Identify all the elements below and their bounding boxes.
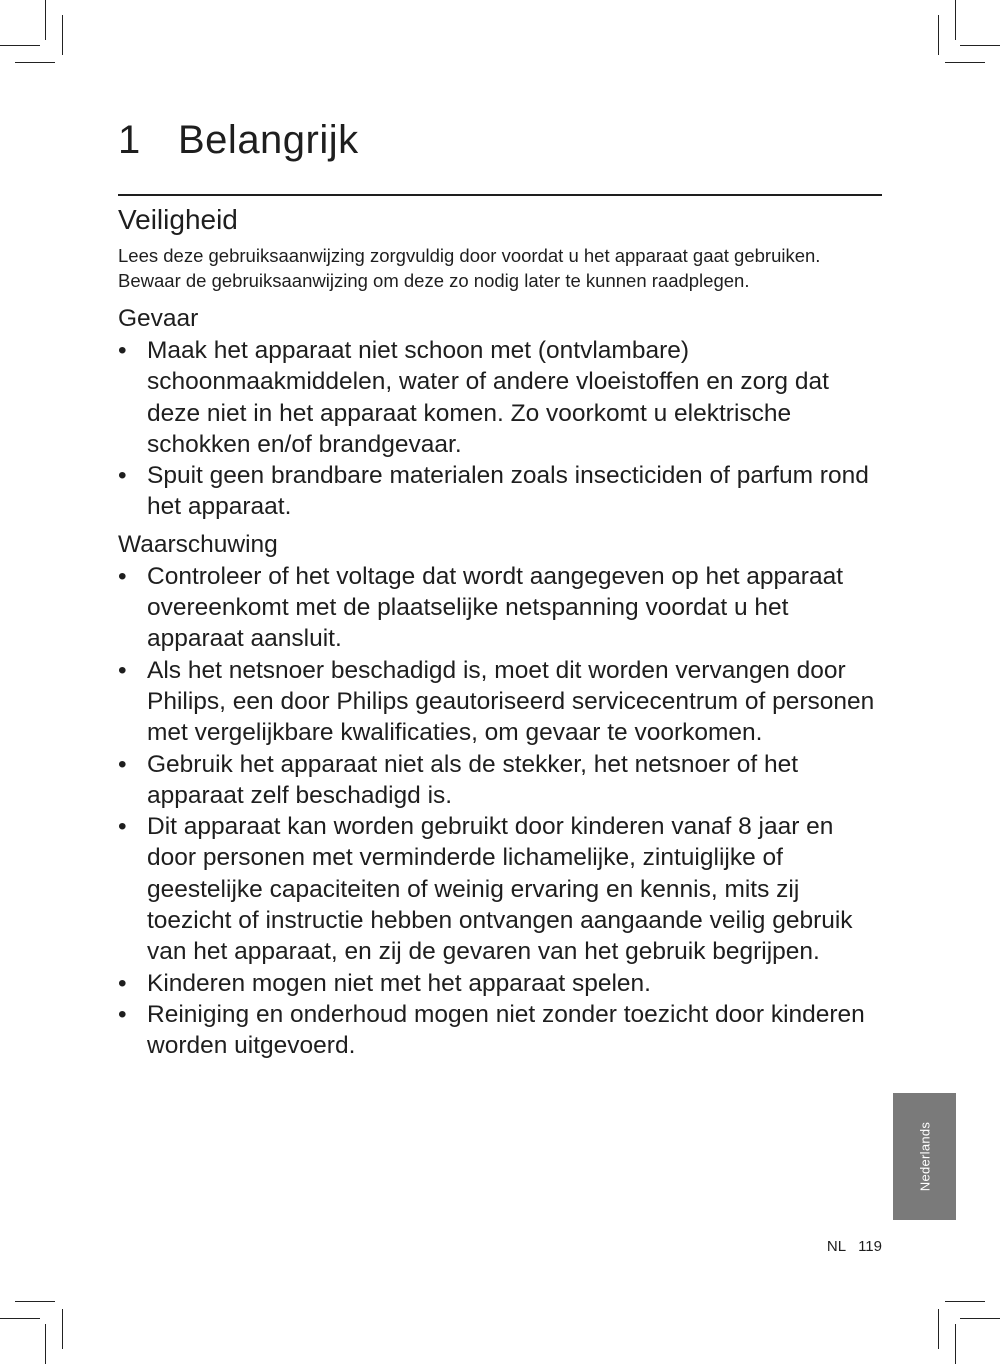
list-item bbox=[118, 749, 882, 812]
crop-mark bbox=[0, 1318, 40, 1319]
list-item-text: Als het netsnoer beschadigd is, moet dit worden vervangen door Philips, een door Philips geautoriseerd servicecentrum of personen met vergelijkbare kwalificaties, om gevaar te voorkomen. bbox=[147, 656, 875, 747]
list-item-text: Dit apparaat kan worden gebruikt door kinderen vanaf 8 jaar en door personen met verminderde lichamelijke, zintuiglijke of geestelijke capaciteiten of weinig ervaring en kennis, mits zij toezicht of instructie hebben ontvangen aangaande veilig gebruik van het apparaat, en zij de gevaren van het gebruik begrijpen. bbox=[147, 813, 853, 966]
crop-mark bbox=[15, 1301, 55, 1302]
intro-paragraph: Lees deze gebruiksaanwijzing zorgvuldig door voordat u het apparaat gaat gebruiken. Bewaar de gebruiksaanwijzing om deze zo nodig later te kunnen raadplegen. bbox=[118, 245, 821, 291]
list-item-text: Gebruik het apparaat niet als de stekker, het netsnoer of het apparaat zelf beschadigd is. bbox=[147, 750, 799, 809]
waarschuwing-heading: Waarschuwing bbox=[118, 530, 278, 558]
crop-mark bbox=[945, 62, 985, 63]
crop-mark bbox=[938, 1309, 939, 1349]
list-item bbox=[118, 811, 882, 967]
chapter-title: Belangrijk bbox=[178, 118, 359, 162]
waarschuwing-list bbox=[118, 561, 882, 1062]
chapter-number: 1 bbox=[118, 118, 141, 162]
crop-mark bbox=[0, 45, 40, 46]
list-item bbox=[118, 999, 882, 1062]
crop-mark bbox=[15, 62, 55, 63]
list-item-text: Spuit geen brandbare materialen zoals insecticiden of parfum rond het apparaat. bbox=[147, 462, 869, 521]
crop-mark bbox=[955, 1324, 956, 1364]
bullet-icon: • bbox=[118, 1000, 127, 1028]
language-tab-label: Nederlands bbox=[917, 1121, 932, 1192]
language-side-tab bbox=[893, 1093, 956, 1220]
list-item bbox=[118, 335, 882, 460]
bullet-icon: • bbox=[118, 462, 127, 490]
list-item bbox=[118, 460, 882, 523]
bullet-icon: • bbox=[118, 337, 127, 364]
crop-mark bbox=[960, 1318, 1000, 1319]
crop-mark bbox=[62, 15, 63, 55]
bullet-icon: • bbox=[118, 562, 127, 590]
chapter-heading bbox=[118, 118, 359, 163]
crop-mark bbox=[45, 0, 46, 40]
main-content bbox=[118, 196, 882, 1062]
list-item-text: Controleer of het voltage dat wordt aangegeven op het apparaat overeenkomt met de plaatselijke netspanning voordat u het apparaat aansluit. bbox=[147, 562, 844, 653]
page-number: 119 bbox=[858, 1238, 882, 1255]
bullet-icon: • bbox=[118, 750, 127, 778]
list-item bbox=[118, 561, 882, 655]
bullet-icon: • bbox=[118, 969, 127, 997]
bullet-icon: • bbox=[118, 813, 127, 841]
footer-language: NL bbox=[826, 1238, 847, 1255]
crop-mark bbox=[45, 1324, 46, 1364]
list-item-text: Kinderen mogen niet met het apparaat spelen. bbox=[147, 969, 651, 997]
crop-mark bbox=[938, 15, 939, 55]
page-footer bbox=[827, 1238, 882, 1255]
crop-mark bbox=[955, 0, 956, 40]
list-item-text: Reiniging en onderhoud mogen niet zonder toezicht door kinderen worden uitgevoerd. bbox=[147, 1000, 865, 1060]
crop-mark bbox=[945, 1301, 985, 1302]
list-item bbox=[118, 968, 882, 999]
list-item-text: Maak het apparaat niet schoon met (ontvlambare) schoonmaakmiddelen, water of andere vloeistoffen en zorg dat deze niet in het apparaat komen. Zo voorkomt u elektrische schokken en/of brandgevaar. bbox=[147, 337, 829, 458]
gevaar-list bbox=[118, 335, 882, 523]
list-item bbox=[118, 655, 882, 749]
crop-mark bbox=[960, 45, 1000, 46]
gevaar-heading: Gevaar bbox=[118, 305, 199, 332]
bullet-icon: • bbox=[118, 656, 127, 684]
section-title: Veiligheid bbox=[118, 204, 238, 235]
crop-mark bbox=[62, 1309, 63, 1349]
